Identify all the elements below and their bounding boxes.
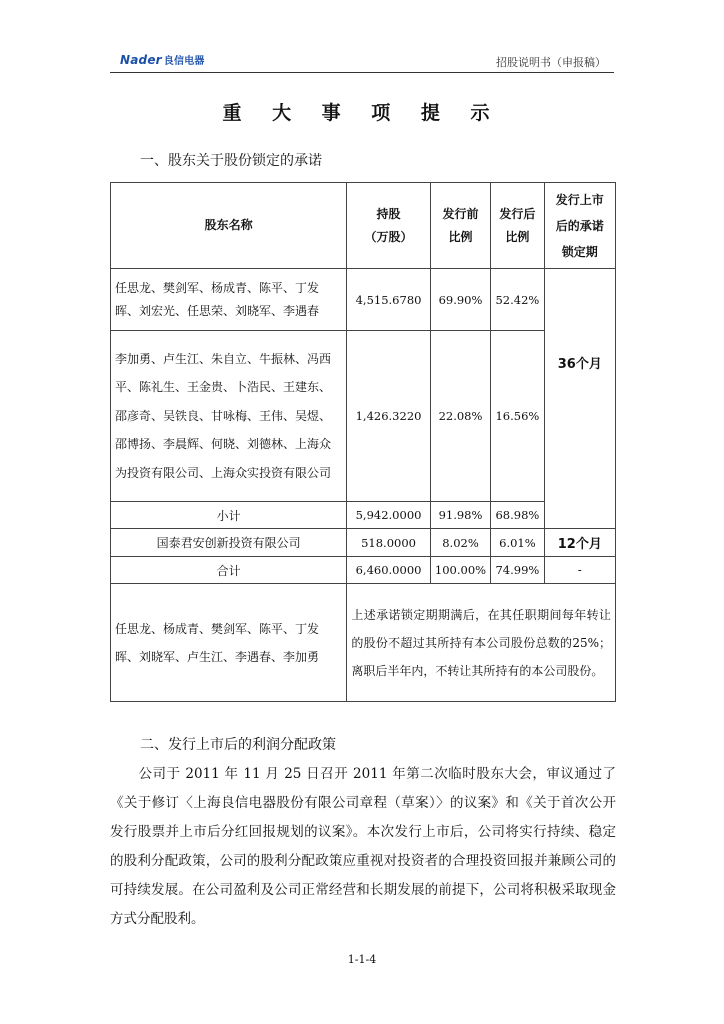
lock-period-36: 36个月	[544, 269, 615, 529]
col-header-shares: 持股 （万股）	[347, 183, 430, 269]
post-ratio: 6.01%	[491, 529, 544, 557]
note-row	[111, 584, 616, 702]
col-header-name: 股东名称	[111, 183, 347, 269]
lock-note-text: 上述承诺锁定期期满后，在其任职期间每年转让的股份不超过其所持有本公司股份总数的25%；离职后半年内，不转让其所持有的本公司股份。	[347, 584, 616, 702]
company-logo: Nader 良信电器	[120, 53, 205, 67]
col-header-post: 发行后 比例	[491, 183, 544, 269]
post-ratio: 68.98%	[491, 502, 544, 529]
shares-value: 6,460.0000	[347, 557, 430, 584]
shares-value: 1,426.3220	[347, 331, 430, 502]
col-header-lock: 发行上市 后的承诺 锁定期	[544, 183, 615, 269]
page-header	[110, 50, 614, 73]
subtotal-label: 小计	[111, 502, 347, 529]
shares-value: 518.0000	[347, 529, 430, 557]
director-names: 任思龙、杨成青、樊剑军、陈平、丁发晖、刘晓军、卢生江、李遇春、李加勇	[111, 584, 347, 702]
total-row	[111, 557, 616, 584]
pre-ratio: 69.90%	[430, 269, 491, 331]
share-lock-table	[110, 182, 616, 702]
dividend-paragraph: 公司于 2011 年 11 月 25 日召开 2011 年第二次临时股东大会，审议通过了《关于修订〈上海良信电器股份有限公司章程（草案）〉的议案》和《关于首次公开发行股票并上市后分红回报规划的议案》。本次发行上市后，公司将实行持续、稳定的股利分配政策，公司的股利分配政策应重视对投资者的合理投资回报并兼顾公司的可持续发展。在公司盈利及公司正常经营和长期发展的前提下，公司将积极采取现金方式分配股利。	[110, 766, 616, 927]
subtotal-row	[111, 502, 616, 529]
pre-ratio: 8.02%	[430, 529, 491, 557]
document-type: 招股说明书（申报稿）	[496, 56, 606, 69]
section-2-title: 二、发行上市后的利润分配政策	[140, 737, 336, 753]
col-header-pre: 发行前 比例	[430, 183, 491, 269]
shareholder-names: 任思龙、樊剑军、杨成青、陈平、丁发晖、刘宏光、任思荣、刘晓军、李遇春	[111, 269, 347, 331]
table-row	[111, 331, 616, 502]
page-title: 重 大 事 项 提 示	[222, 102, 502, 124]
lock-period-12: 12个月	[544, 529, 615, 557]
page-number: 1-1-4	[347, 953, 377, 966]
pre-ratio: 22.08%	[430, 331, 491, 502]
shares-value: 5,942.0000	[347, 502, 430, 529]
shares-value: 4,515.6780	[347, 269, 430, 331]
pre-ratio: 100.00%	[430, 557, 491, 584]
lock-period-total: -	[544, 557, 615, 584]
post-ratio: 16.56%	[491, 331, 544, 502]
total-label: 合计	[111, 557, 347, 584]
post-ratio: 52.42%	[491, 269, 544, 331]
post-ratio: 74.99%	[491, 557, 544, 584]
table-row	[111, 269, 616, 331]
shareholder-names: 国泰君安创新投资有限公司	[111, 529, 347, 557]
pre-ratio: 91.98%	[430, 502, 491, 529]
shareholder-names: 李加勇、卢生江、朱自立、牛振林、冯西平、陈礼生、王金贵、卜浩民、王建东、邵彦奇、吴铁良、甘咏梅、王伟、吴煜、邵博扬、李晨辉、何晓、刘德林、上海众为投资有限公司、上海众实投资有限公司	[111, 331, 347, 502]
section-1-title: 一、股东关于股份锁定的承诺	[140, 153, 322, 169]
guotai-row	[111, 529, 616, 557]
